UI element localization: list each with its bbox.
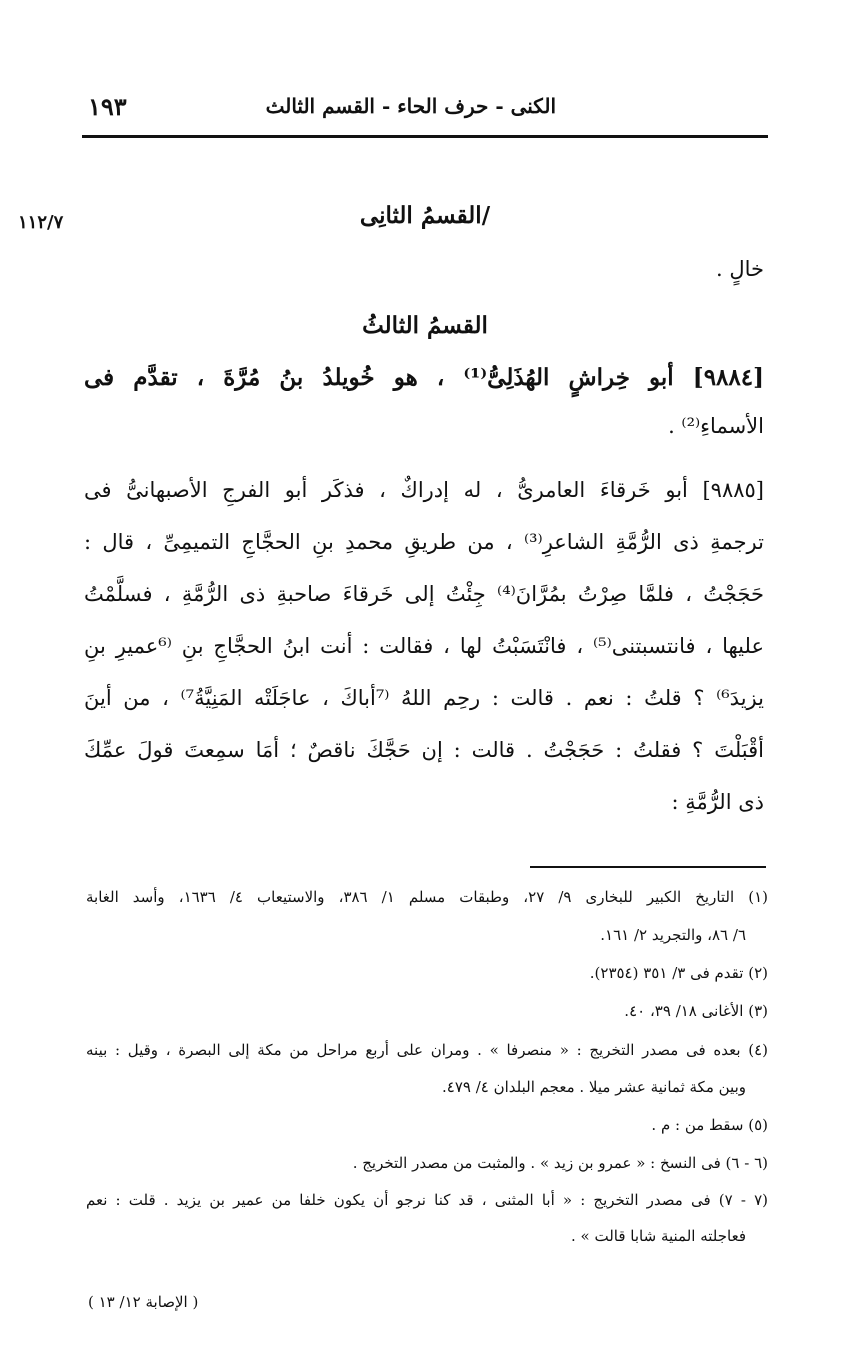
- footnote-7: (٧ - ٧) فى مصدر التخريج : « أبا المثنى ، قد كنا نرجو أن يكون خلفا من عمير بن يزيد . قلت : نعم: [86, 1191, 768, 1209]
- footnote-4-cont: وبين مكة ثمانية عشر ميلا . معجم البلدان ٤/ ٤٧٩.: [442, 1078, 746, 1096]
- entry-9885-line-1: [٩٨٨٥] أبو خَرقاءَ العامرىُّ ، له إدراكٌ ، فذكَر أبو الفرجِ الأصبهانىُّ فى: [84, 478, 764, 502]
- footnote-4: (٤) بعده فى مصدر التخريج : « منصرفا » . ومران على أربع مراحل من مكة إلى البصرة ، وقيل : بينه: [86, 1041, 769, 1059]
- running-title: الكنى - حرف الحاء - القسم الثالث: [265, 94, 556, 118]
- entry-9885-line-2: ترجمةِ ذى الرُّمَّةِ الشاعرِ⁽³⁾ ، من طريقِ محمدِ بنِ الحجَّاجِ التميمِىِّ ، قال :: [84, 530, 764, 554]
- entry-9884-line-2: الأسماءِ⁽²⁾ .: [668, 414, 764, 438]
- section-three-heading: القسمُ الثالثُ: [362, 312, 488, 339]
- footnote-rule: [530, 866, 766, 868]
- entry-9885-line-4: عليها ، فانتسبتنى⁽⁵⁾ ، فانْتَسَبْتُ لها ، فقالت : أنت ابنُ الحجَّاجِ بنِ ⁽⁶عميرِ بنِ: [84, 634, 764, 658]
- page-number: ١٩٣: [88, 92, 127, 121]
- footnote-2: (٢) تقدم فى ٣/ ٣٥١ (٢٣٥٤).: [589, 964, 768, 982]
- footnote-6: (٦ - ٦) فى النسخ : « عمرو بن زيد » . والمثبت من مصدر التخريج .: [352, 1154, 768, 1172]
- footnote-7-cont: فعاجلته المنية شابا قالت » .: [571, 1227, 746, 1245]
- entry-9885-line-7: ذى الرُّمَّةِ :: [671, 790, 764, 814]
- entry-9885-line-3: حَجَجْتُ ، فلمَّا صِرْتُ بمُرَّانَ⁽⁴⁾ جِئْتُ إلى خَرقاءَ صاحبةِ ذى الرُّمَّةِ ، فسلَّمْتُ: [84, 582, 764, 606]
- section-two-line: خالٍ .: [716, 257, 764, 281]
- entry-9884-line-1: [٩٨٨٤] أبو خِراشٍ الهُذَلِىُّ⁽¹⁾ ، هو خُويلدُ بنُ مُرَّةَ ، تقدَّم فى: [84, 364, 764, 391]
- footnote-1: (١) التاريخ الكبير للبخارى ٩/ ٢٧، وطبقات مسلم ١/ ٣٨٦، والاستيعاب ٤/ ١٦٣٦، وأسد الغابة: [86, 888, 768, 906]
- entry-9885-line-6: أقْبَلْتَ ؟ فقلتُ : حَجَجْتُ . قالت : إن حَجَّكَ ناقصٌ ؛ أمَا سمِعتَ قولَ عمِّكَ: [84, 738, 764, 762]
- margin-reference: ١١٢/٧: [18, 212, 64, 233]
- footnote-3: (٣) الأغانى ١٨/ ٣٩، ٤٠.: [624, 1002, 768, 1020]
- section-two-heading: /القسمُ الثانِى: [359, 202, 491, 229]
- entry-9885-line-5: يزيدَ⁶⁾ ؟ قلتُ : نعم . قالت : رحِم اللهُ ⁽⁷أباكَ ، عاجَلَتْه المَنِيَّةُ⁷⁾ ، من أينَ: [84, 686, 764, 710]
- header-rule: [82, 135, 768, 138]
- footnote-1-cont: ٦/ ٨٦، والتجريد ٢/ ١٦١.: [600, 926, 746, 944]
- bottom-reference: ( الإصابة ١٢/ ١٣ ): [88, 1293, 199, 1311]
- footnote-5: (٥) سقط من : م .: [651, 1116, 768, 1134]
